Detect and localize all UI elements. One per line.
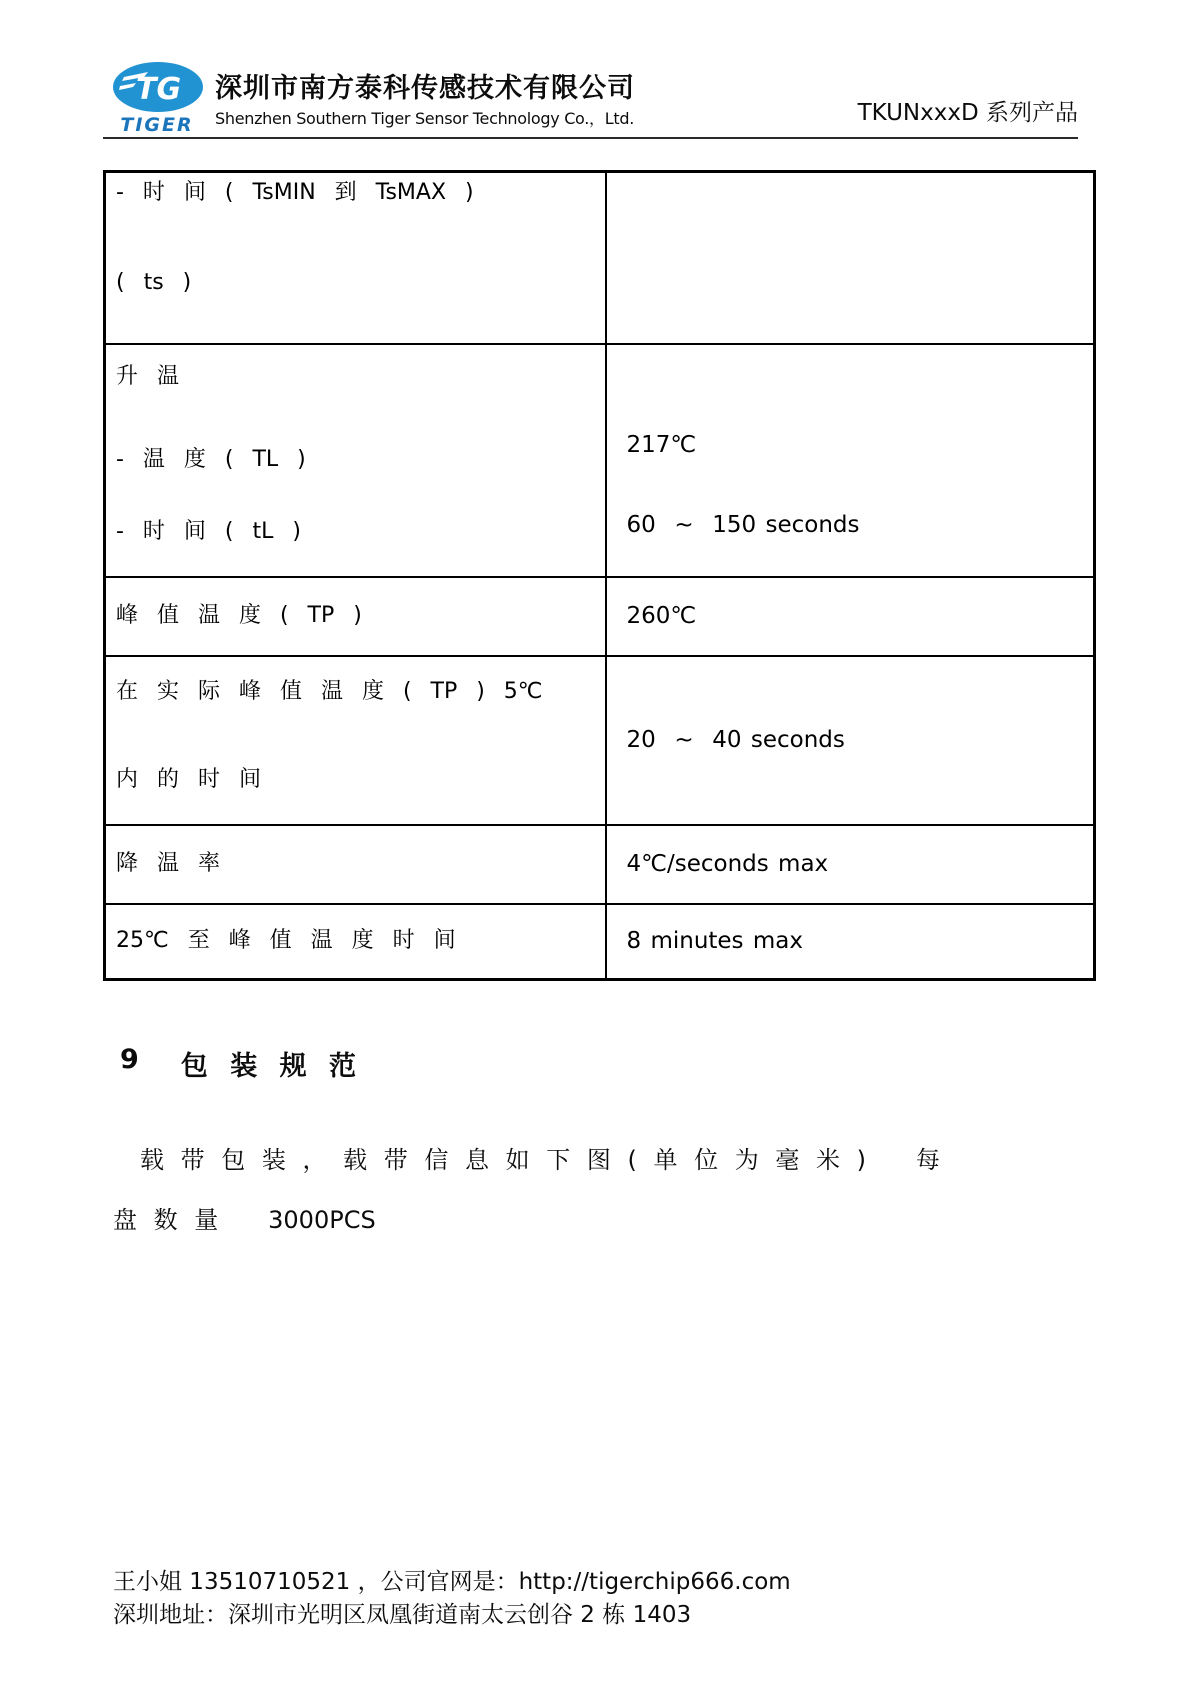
spec-value-line: 60 ~ 150 seconds xyxy=(626,511,860,538)
spec-value-cell xyxy=(606,904,1095,980)
product-series-label: TKUNxxxD 系列产品 xyxy=(857,100,1078,126)
spec-value-cell xyxy=(606,656,1095,825)
spec-label-line: - 时 间 ( tL ) xyxy=(116,518,301,544)
logo-monogram: TG xyxy=(136,72,182,107)
spec-label-cell xyxy=(105,825,606,904)
spec-value-cell xyxy=(606,172,1095,344)
spec-value-cell xyxy=(606,577,1095,656)
spec-label-cell xyxy=(105,577,606,656)
table-row xyxy=(105,172,1095,344)
header-divider xyxy=(103,137,1078,139)
company-name-en: Shenzhen Southern Tiger Sensor Technology Co.，Ltd. xyxy=(215,109,634,128)
paragraph-line-1: 载 带 包 装 ， 载 带 信 息 如 下 图 ( 单 位 为 毫 米 ) 每 xyxy=(140,1146,940,1174)
section-number: 9 xyxy=(120,1044,139,1075)
spec-label-cell xyxy=(105,656,606,825)
page-footer xyxy=(113,1566,791,1632)
paragraph-line-2: 盘 数 量 3000PCS xyxy=(113,1206,376,1234)
section-heading xyxy=(120,1044,356,1083)
spec-label-cell xyxy=(105,172,606,344)
company-name-cn: 深圳市南方泰科传感技术有限公司 xyxy=(215,73,635,104)
table-row xyxy=(105,656,1095,825)
spec-label-cell xyxy=(105,344,606,577)
spec-value-line: 260℃ xyxy=(626,603,697,629)
footer-address-line: 深圳地址：深圳市光明区凤凰街道南太云创谷 2 栋 1403 xyxy=(113,1602,692,1628)
spec-label-cell xyxy=(105,904,606,980)
spec-value-line: 8 minutes max xyxy=(626,928,803,955)
spec-value-line: 20 ~ 40 seconds xyxy=(626,727,845,753)
tiger-logo-icon xyxy=(110,60,210,116)
spec-label-line: - 时 间 ( TsMIN 到 TsMAX ) xyxy=(116,180,474,205)
spec-value-cell xyxy=(606,825,1095,904)
spec-label-line: ( ts ) xyxy=(116,270,192,295)
table-row xyxy=(105,344,1095,577)
logo-wordmark: TIGER xyxy=(120,114,194,136)
table-row xyxy=(105,904,1095,980)
spec-label-line: 降 温 率 xyxy=(116,851,220,876)
footer-contact-line: 王小姐 13510710521 ，公司官网是：http://tigerchip666.com xyxy=(113,1569,791,1595)
spec-label-line: 25℃ 至 峰 值 温 度 时 间 xyxy=(116,928,456,954)
spec-label-line: 峰 值 温 度 ( TP ) xyxy=(116,603,362,628)
spec-value-cell xyxy=(606,344,1095,577)
table-row xyxy=(105,825,1095,904)
reflow-spec-table xyxy=(103,170,1096,981)
spec-label-line: 内 的 时 间 xyxy=(116,766,261,792)
table-row xyxy=(105,577,1095,656)
spec-label-line: 在 实 际 峰 值 温 度 ( TP ) 5℃ xyxy=(116,678,543,704)
spec-label-line: 升 温 xyxy=(116,363,179,389)
spec-label-line: - 温 度 ( TL ) xyxy=(116,446,306,472)
section-title: 包 装 规 范 xyxy=(180,1051,356,1082)
spec-value-line: 4℃/seconds max xyxy=(626,851,829,877)
spec-value-line: 217℃ xyxy=(626,431,697,458)
body-paragraph xyxy=(113,1143,993,1237)
